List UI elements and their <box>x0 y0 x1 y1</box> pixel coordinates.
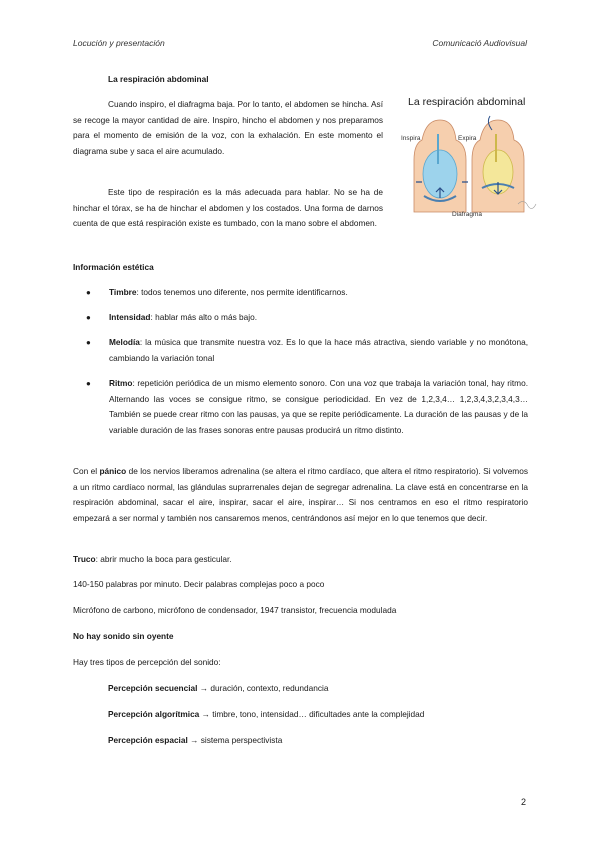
list-item: ● Ritmo: repetición periódica de un mismo elemento sonoro. Con una voz que trabaja la variación tonal, hay ritmo. Alternando las voces se consigue ritmo, se consigue periodicidad. En vez de 1,2,3,4… 1,2,3,4,3,2,3,4,3… También se puede crear ritmo con las pausas, ya que se repite periódicamente. La duración de las pausas y de la variable duración de las frases sonoras entre pausas producirá un ritmo distinto. <box>86 378 528 435</box>
section-title: La respiración abdominal <box>108 74 209 84</box>
sound-heading: No hay sonido sin oyente <box>73 631 174 641</box>
figure-label-expira: Expira <box>458 135 477 142</box>
bullet-icon: ● <box>86 338 91 347</box>
bullet-icon: ● <box>86 313 91 322</box>
sound-intro: Hay tres tipos de percepción del sonido: <box>73 657 221 667</box>
page-number: 2 <box>520 797 526 807</box>
panic-paragraph: Con el pánico de los nervios liberamos adrenalina (se altera el ritmo cardíaco, que altera el ritmo respiratorio). Si volvemos a un ritmo cardíaco normal, las glándulas suprarrenales dejan de segregar adrenalina. La clave está en concentrarse en la respiración abdominal, sacar el aire, inspirar, sacar el aire, inspirar… Si nos centramos en eso el ritmo respiratorio empezará a ser normal y también nos cansaremos menos, centrándonos así mejor en lo que tenemos que decir. <box>73 466 528 523</box>
words-per-minute-line: 140-150 palabras por minuto. Decir palabras complejas poco a poco <box>73 579 325 589</box>
header-right: Comunicació Audiovisual <box>432 38 527 48</box>
header-left: Locución y presentación <box>73 38 165 48</box>
list-item: ● Timbre: todos tenemos uno diferente, nos permite identificarnos. <box>86 285 530 301</box>
paragraph-1: Cuando inspiro, el diafragma baja. Por lo tanto, el abdomen se hincha. Así se recoge la mayor cantidad de aire. Inspiro, hincho el abdomen y nos preparamos para el momento de emisión de la voz, con la exhalación. En este momento el diagrama sube y saca el aire acumulado. <box>73 99 383 156</box>
list-item: ● Intensidad: hablar más alto o más bajo. <box>86 310 530 326</box>
info-heading: Información estética <box>73 262 154 272</box>
truco-line: Truco: abrir mucho la boca para gesticular. <box>73 554 232 564</box>
bullet-icon: ● <box>86 288 91 297</box>
figure-title: La respiración abdominal <box>408 96 526 108</box>
perception-type: Percepción algorítmica → timbre, tono, intensidad… dificultades ante la complejidad <box>108 709 425 719</box>
perception-type: Percepción espacial → sistema perspectivista <box>108 735 283 745</box>
list-item: ● Melodía: la música que transmite nuestra voz. Es lo que la hace más atractiva, siendo variable y no monótona, cambiando la variación tonal <box>86 337 528 363</box>
figure-label-inspira: Inspira <box>401 135 421 142</box>
paragraph-2: Este tipo de respiración es la más adecuada para hablar. No se ha de hinchar el tórax, se ha de hinchar el abdomen y los costados. Una forma de darnos cuenta de que está respiración existe es tumbado, con la mano sobre el abdomen. <box>73 187 383 228</box>
microphone-line: Micrófono de carbono, micrófono de condensador, 1947 transistor, frecuencia modulada <box>73 605 397 615</box>
abdominal-breathing-illustration <box>400 112 540 224</box>
figure-label-diafragma: Diafragma <box>452 211 482 218</box>
bullet-icon: ● <box>86 379 91 388</box>
perception-type: Percepción secuencial → duración, contexto, redundancia <box>108 683 329 693</box>
